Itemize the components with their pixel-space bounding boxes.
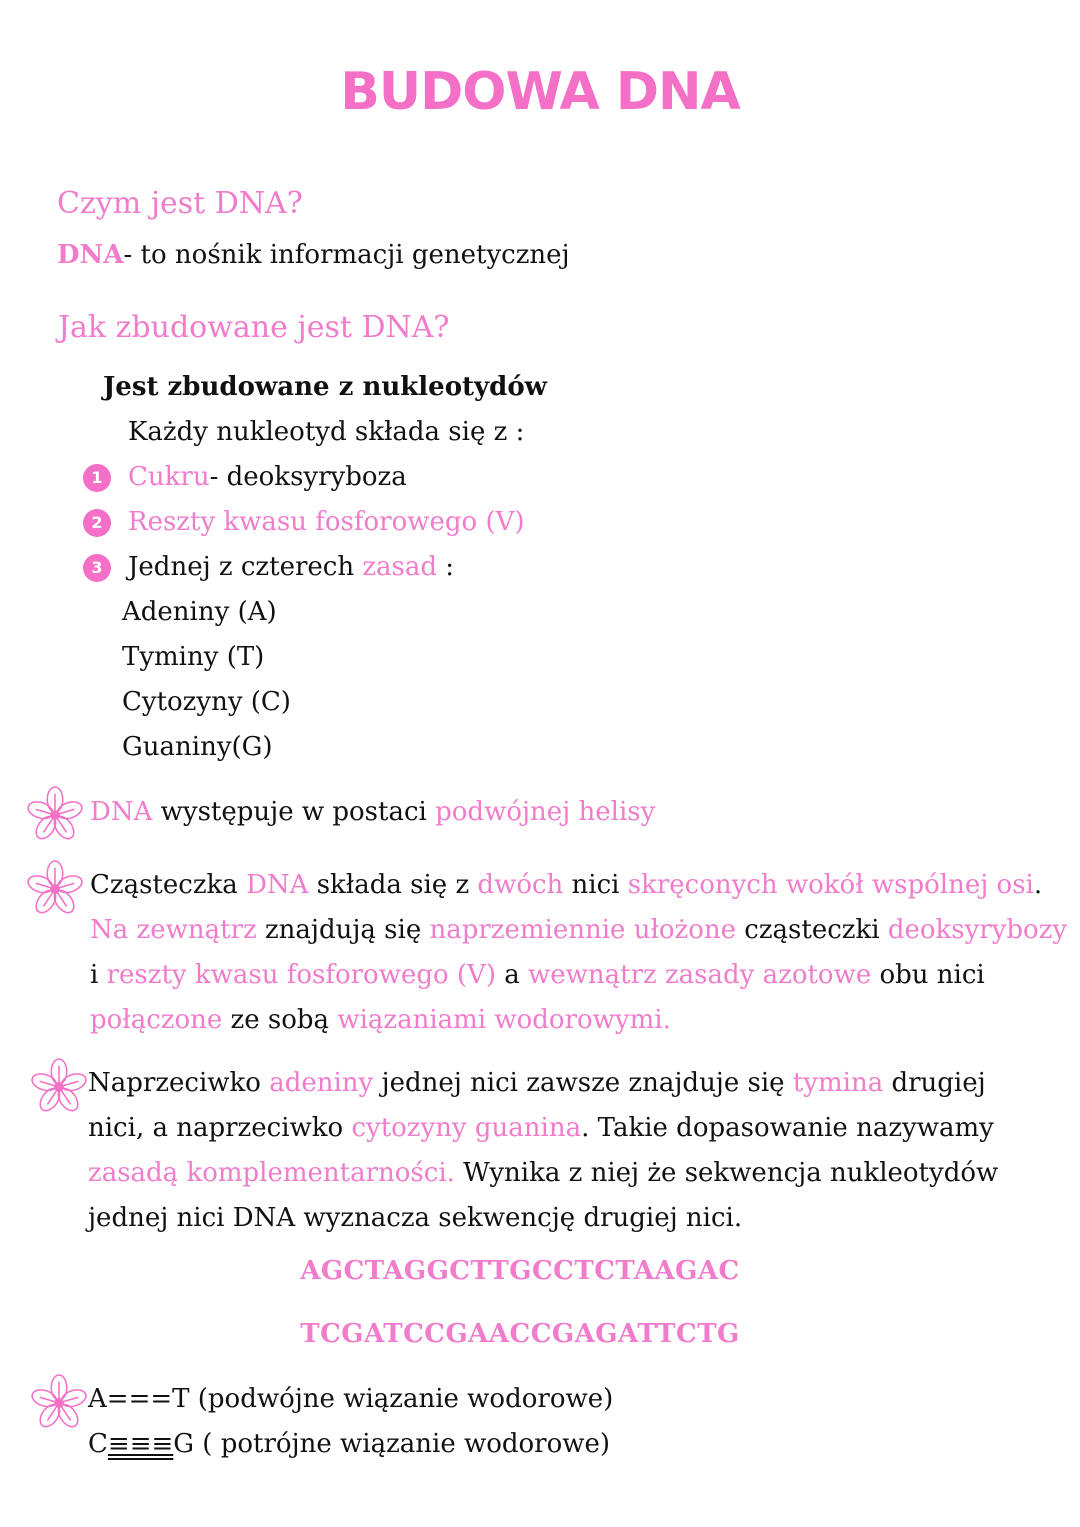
t: cząsteczki: [736, 915, 888, 945]
t: drugiej: [883, 1068, 986, 1098]
paragraph-line: [90, 908, 1068, 953]
t: jednej nici DNA wyznacza sekwencję drugiej nici.: [88, 1203, 743, 1233]
number-2-icon: 2: [83, 509, 111, 537]
dna-definition: [57, 233, 570, 278]
t: Naprzeciwko: [88, 1068, 270, 1098]
t: adeniny: [269, 1068, 374, 1098]
t: składa się z: [308, 870, 478, 900]
t: dwóch: [477, 870, 564, 900]
flower-icon: [26, 786, 84, 844]
t: znajdują się: [256, 915, 430, 945]
triple-bond-symbol: ≡≡≡: [107, 1429, 174, 1459]
paragraph-line: [90, 998, 1065, 1043]
page-title: BUDOWA DNA: [340, 62, 740, 122]
t: G ( potrójne wiązanie wodorowe): [173, 1429, 611, 1459]
t: A: [88, 1384, 107, 1414]
number-1-icon: 1: [83, 464, 111, 492]
text-segment: występuje w postaci: [152, 797, 436, 827]
nucleotide-intro: Każdy nukleotyd składa się z :: [128, 417, 525, 447]
sequence-strand-2: TCGATCCGAACCGAGATTCTG: [300, 1319, 740, 1349]
number-3-icon: 3: [83, 554, 111, 582]
double-bond-symbol: ===: [106, 1384, 173, 1414]
t: zasadą komplementarności.: [88, 1158, 455, 1188]
t: ze sobą: [222, 1005, 338, 1035]
t: deoksyrybozy: [887, 915, 1068, 945]
base-adenine: Adeniny (A): [122, 597, 277, 627]
bases-colon: :: [437, 552, 455, 582]
complementarity-paragraph: [88, 1061, 1063, 1241]
component-phosphate: [128, 500, 525, 545]
base-thymine: Tyminy (T): [122, 642, 265, 672]
sequence-strand-1: AGCTAGGCTTGCCTCTAAGAC: [300, 1256, 740, 1286]
double-helix-term: podwójnej helisy: [435, 797, 656, 827]
heading-how-built: Jak zbudowane jest DNA?: [58, 310, 450, 345]
t: nici, a naprzeciwko: [88, 1113, 352, 1143]
base-guanine: Guaniny(G): [122, 732, 273, 762]
t: wiązaniami wodorowymi.: [337, 1005, 671, 1035]
paragraph-line: [90, 953, 1065, 998]
t: nici: [563, 870, 628, 900]
flower-icon: [30, 1374, 88, 1432]
t: T (podwójne wiązanie wodorowe): [172, 1384, 614, 1414]
t: cytozyny guanina: [351, 1113, 582, 1143]
paragraph-line: [90, 863, 1065, 908]
paragraph-line: [88, 1151, 1063, 1196]
t: obu nici: [871, 960, 985, 990]
phosphate-label: Reszty kwasu fosforowego (V): [128, 507, 525, 537]
definition-text: - to nośnik informacji genetycznej: [123, 240, 570, 270]
paragraph-line: [88, 1196, 1063, 1241]
t: połączone: [90, 1005, 223, 1035]
t: reszty kwasu fosforowego (V): [106, 960, 496, 990]
t: i: [90, 960, 107, 990]
component-sugar: [128, 455, 407, 500]
t: Wynika z niej że sekwencja nukleotydów: [454, 1158, 999, 1188]
bases-pre: Jednej z czterech: [128, 552, 363, 582]
dna-word: DNA: [90, 797, 153, 827]
cg-bond-line: [88, 1422, 610, 1467]
t: DNA: [246, 870, 309, 900]
sugar-detail: - deoksyryboza: [209, 462, 407, 492]
built-from-nucleotides: Jest zbudowane z nukleotydów: [103, 372, 548, 402]
flower-icon: [30, 1058, 88, 1116]
sugar-label: Cukru: [128, 462, 210, 492]
double-helix-statement: [90, 790, 655, 835]
heading-what-is-dna: Czym jest DNA?: [57, 186, 303, 221]
t: .: [1033, 870, 1043, 900]
t: C: [88, 1429, 108, 1459]
paragraph-line: [88, 1061, 1063, 1106]
at-bond-line: [88, 1377, 613, 1422]
t: skręconych wokół wspólnej osi: [627, 870, 1034, 900]
t: jednej nici zawsze znajduje się: [373, 1068, 793, 1098]
t: tymina: [792, 1068, 884, 1098]
t: naprzemiennie ułożone: [429, 915, 737, 945]
t: Na zewnątrz: [90, 915, 257, 945]
t: a: [495, 960, 528, 990]
bases-label: zasad: [362, 552, 438, 582]
dna-term: DNA: [57, 240, 124, 270]
base-cytosine: Cytozyny (C): [122, 687, 291, 717]
component-bases: [128, 545, 454, 590]
paragraph-line: [88, 1106, 1063, 1151]
t: wewnątrz zasady azotowe: [528, 960, 872, 990]
t: . Takie dopasowanie nazywamy: [581, 1113, 994, 1143]
dna-structure-paragraph: [90, 863, 1068, 1043]
flower-icon: [26, 860, 84, 918]
t: Cząsteczka: [90, 870, 247, 900]
